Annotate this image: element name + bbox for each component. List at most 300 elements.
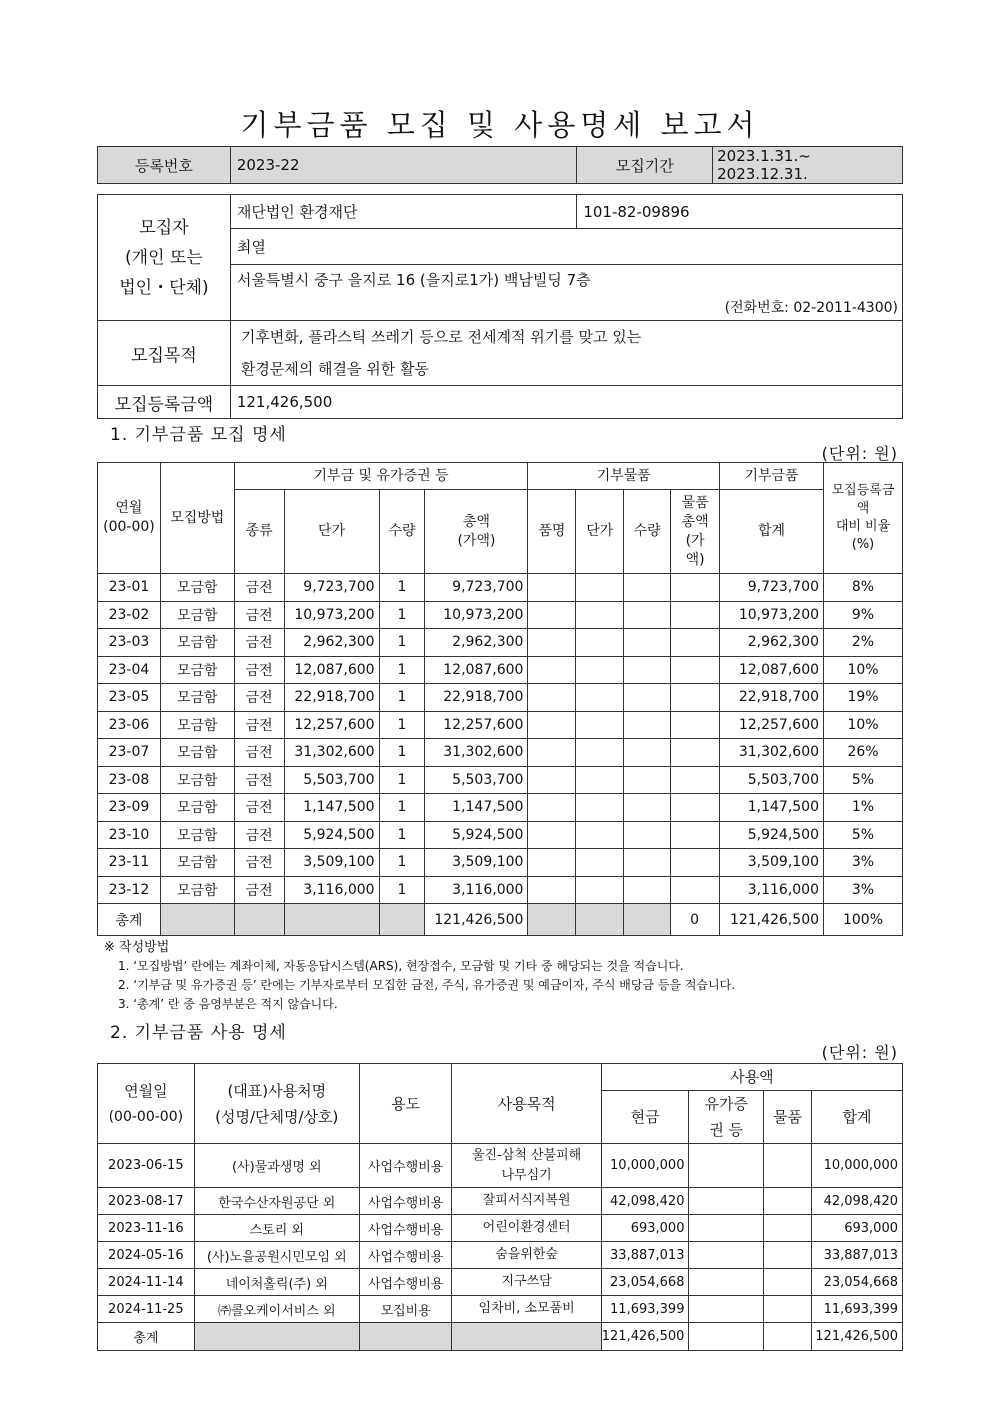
item-cell xyxy=(528,601,576,629)
goods-unit-price-cell xyxy=(576,574,624,602)
table-row xyxy=(98,821,903,849)
shaded-cell xyxy=(284,904,379,936)
goods-unit-price-cell xyxy=(576,794,624,822)
unit-price-cell: 22,918,700 xyxy=(284,684,379,712)
table-row xyxy=(98,601,903,629)
payee-cell: (사)물과생명 외 xyxy=(194,1144,359,1188)
sum-cell: 23,054,668 xyxy=(811,1269,902,1296)
goods-unit-price-cell xyxy=(576,821,624,849)
table-row xyxy=(98,1188,903,1215)
goods-qty-cell xyxy=(624,849,671,877)
date-cell: 2024-11-14 xyxy=(98,1269,195,1296)
use-cell: 사업수행비용 xyxy=(359,1215,452,1242)
unit-price-cell: 1,147,500 xyxy=(284,794,379,822)
header-purpose: 사용목적 xyxy=(452,1064,601,1144)
sum-cell: 12,087,600 xyxy=(720,656,824,684)
goods-qty-cell xyxy=(624,794,671,822)
usage-rows xyxy=(98,1144,903,1323)
goods-qty-cell xyxy=(624,629,671,657)
header-money-group: 기부금 및 유가증권 등 xyxy=(234,463,528,490)
item-cell xyxy=(528,766,576,794)
kind-cell: 금전 xyxy=(234,601,284,629)
purpose-cell xyxy=(452,1242,601,1269)
unit-price-cell: 3,116,000 xyxy=(284,876,379,904)
usage-table xyxy=(97,1063,903,1351)
ratio-cell: 3% xyxy=(824,849,903,877)
use-cell: 사업수행비용 xyxy=(359,1242,452,1269)
qty-cell: 1 xyxy=(379,766,425,794)
item-cell xyxy=(528,656,576,684)
qty-cell: 1 xyxy=(379,656,425,684)
cash-cell: 23,054,668 xyxy=(601,1269,689,1296)
goods-qty-cell xyxy=(624,766,671,794)
amount-label: 모집등록금액 xyxy=(98,386,231,419)
amount-value: 121,426,500 xyxy=(230,386,902,419)
header-text: 총액 xyxy=(681,513,709,530)
use-cell: 사업수행비용 xyxy=(359,1144,452,1188)
unit-price-cell: 10,973,200 xyxy=(284,601,379,629)
payee-cell: 스토리 외 xyxy=(194,1215,359,1242)
method-cell: 모금함 xyxy=(160,629,234,657)
unit-price-cell: 5,503,700 xyxy=(284,766,379,794)
amount-cell: 12,257,600 xyxy=(425,711,528,739)
sum-cell: 22,918,700 xyxy=(720,684,824,712)
purpose-line: 숨을위한숲 xyxy=(495,1247,558,1262)
header-text: 연월 xyxy=(115,500,143,516)
purpose-text xyxy=(230,321,902,386)
goods-cell xyxy=(764,1188,812,1215)
kind-cell: 금전 xyxy=(234,821,284,849)
unit-price-cell: 9,723,700 xyxy=(284,574,379,602)
amount-cell: 3,116,000 xyxy=(425,876,528,904)
cash-cell: 11,693,399 xyxy=(601,1296,689,1323)
method-cell: 모금함 xyxy=(160,821,234,849)
payee-cell: 한국수산자원공단 외 xyxy=(194,1188,359,1215)
ratio-cell: 9% xyxy=(824,601,903,629)
kind-cell: 금전 xyxy=(234,684,284,712)
purpose-cell xyxy=(452,1296,601,1323)
item-cell xyxy=(528,821,576,849)
total-cash: 121,426,500 xyxy=(601,1323,689,1351)
sum-cell: 5,503,700 xyxy=(720,766,824,794)
shaded-cell xyxy=(160,904,234,936)
purpose-line: 울진-삼척 산불피해 xyxy=(471,1147,582,1163)
collector-label-line: 법인・단체) xyxy=(119,277,209,298)
table-row xyxy=(98,1269,903,1296)
payee-cell: ㈜콜오케이서비스 외 xyxy=(194,1296,359,1323)
qty-cell: 1 xyxy=(379,849,425,877)
item-cell xyxy=(528,739,576,767)
shaded-cell xyxy=(452,1323,601,1351)
purpose-cell xyxy=(452,1215,601,1242)
ratio-cell: 3% xyxy=(824,876,903,904)
goods-qty-cell xyxy=(624,821,671,849)
ratio-cell: 1% xyxy=(824,794,903,822)
shaded-cell xyxy=(359,1323,452,1351)
section1-title: 1. 기부금품 모집 명세 xyxy=(110,425,287,445)
header-item: 품명 xyxy=(528,490,576,574)
ratio-cell: 8% xyxy=(824,574,903,602)
goods-unit-price-cell xyxy=(576,739,624,767)
method-cell: 모금함 xyxy=(160,656,234,684)
amount-cell: 5,503,700 xyxy=(425,766,528,794)
goods-unit-price-cell xyxy=(576,766,624,794)
goods-qty-cell xyxy=(624,876,671,904)
header-payee xyxy=(194,1064,359,1144)
month-cell: 23-06 xyxy=(98,711,161,739)
purpose-line: 지구쓰담 xyxy=(501,1274,552,1289)
goods-cell xyxy=(764,1242,812,1269)
sum-cell: 9,723,700 xyxy=(720,574,824,602)
use-cell: 사업수행비용 xyxy=(359,1269,452,1296)
total-amount: 121,426,500 xyxy=(425,904,528,936)
header-sum: 합계 xyxy=(720,490,824,574)
sum-cell: 693,000 xyxy=(811,1215,902,1242)
securities-cell xyxy=(689,1144,764,1188)
header-text: (가액) xyxy=(457,532,496,549)
table-row xyxy=(98,1296,903,1323)
unit-price-cell: 12,087,600 xyxy=(284,656,379,684)
qty-cell: 1 xyxy=(379,821,425,849)
cash-cell: 10,000,000 xyxy=(601,1144,689,1188)
representative-name: 최열 xyxy=(230,229,902,265)
shaded-cell xyxy=(528,904,576,936)
spacer xyxy=(98,184,903,195)
ratio-cell: 5% xyxy=(824,821,903,849)
goods-unit-price-cell xyxy=(576,876,624,904)
section1-unit: (단위: 원) xyxy=(821,444,898,463)
table-row xyxy=(98,1144,903,1188)
business-number: 101-82-09896 xyxy=(577,195,903,229)
amount-cell: 22,918,700 xyxy=(425,684,528,712)
table-row xyxy=(98,766,903,794)
header-goods-unit-price: 단가 xyxy=(576,490,624,574)
sum-cell: 11,693,399 xyxy=(811,1296,902,1323)
month-cell: 23-04 xyxy=(98,656,161,684)
unit-price-cell: 2,962,300 xyxy=(284,629,379,657)
sum-cell: 33,887,013 xyxy=(811,1242,902,1269)
goods-unit-price-cell xyxy=(576,629,624,657)
collector-label xyxy=(98,195,231,321)
use-cell: 사업수행비용 xyxy=(359,1188,452,1215)
item-cell xyxy=(528,794,576,822)
header-text: 총액 xyxy=(462,513,490,530)
phone-number: (전화번호: 02-2011-4300) xyxy=(230,295,902,321)
table-row xyxy=(98,1242,903,1269)
note-item: 3. ‘총계’ 란 중 음영부분은 적지 않습니다. xyxy=(118,997,338,1011)
goods-total-cell xyxy=(671,684,720,712)
amount-cell: 1,147,500 xyxy=(425,794,528,822)
header-use: 용도 xyxy=(359,1064,452,1144)
ratio-cell: 5% xyxy=(824,766,903,794)
header-text: 대비 비율 xyxy=(835,519,891,534)
cash-cell: 33,887,013 xyxy=(601,1242,689,1269)
securities-cell xyxy=(689,1242,764,1269)
header-goods-group: 기부물품 xyxy=(528,463,720,490)
kind-cell: 금전 xyxy=(234,766,284,794)
securities-cell xyxy=(689,1215,764,1242)
qty-cell: 1 xyxy=(379,601,425,629)
goods-qty-cell xyxy=(624,574,671,602)
qty-cell: 1 xyxy=(379,794,425,822)
goods-total-cell xyxy=(671,739,720,767)
sum-cell: 2,962,300 xyxy=(720,629,824,657)
kind-cell: 금전 xyxy=(234,629,284,657)
shaded-cell xyxy=(194,1323,359,1351)
item-cell xyxy=(528,876,576,904)
total-ratio: 100% xyxy=(824,904,903,936)
amount-cell: 9,723,700 xyxy=(425,574,528,602)
sum-cell: 1,147,500 xyxy=(720,794,824,822)
header-method: 모집방법 xyxy=(160,463,234,574)
goods-total-cell xyxy=(671,711,720,739)
purpose-line: 어린이환경센터 xyxy=(482,1220,571,1235)
ratio-cell: 26% xyxy=(824,739,903,767)
header-ratio xyxy=(824,463,903,574)
org-name: 재단법인 환경재단 xyxy=(230,195,577,229)
kind-cell: 금전 xyxy=(234,794,284,822)
total-goods: 0 xyxy=(671,904,720,936)
note-item: 1. ‘모집방법’ 란에는 계좌이체, 자동응답시스템(ARS), 현장접수, 모금함 및 기타 중 해당되는 것을 적습니다. xyxy=(118,959,684,973)
month-cell: 23-03 xyxy=(98,629,161,657)
goods-qty-cell xyxy=(624,601,671,629)
qty-cell: 1 xyxy=(379,574,425,602)
purpose-line: 잘피서식지복원 xyxy=(482,1193,571,1208)
header-goods: 물품 xyxy=(764,1091,812,1144)
amount-cell: 3,509,100 xyxy=(425,849,528,877)
purpose-line: 나무심기 xyxy=(501,1167,552,1183)
header-securities xyxy=(689,1091,764,1144)
header-qty: 수량 xyxy=(379,490,425,574)
qty-cell: 1 xyxy=(379,876,425,904)
item-cell xyxy=(528,684,576,712)
total-goods xyxy=(764,1323,812,1351)
method-cell: 모금함 xyxy=(160,876,234,904)
header-text: 액) xyxy=(685,551,705,568)
purpose-cell xyxy=(452,1269,601,1296)
month-cell: 23-10 xyxy=(98,821,161,849)
month-cell: 23-05 xyxy=(98,684,161,712)
goods-total-cell xyxy=(671,656,720,684)
page-title: 기부금품 모집 및 사용명세 보고서 xyxy=(240,108,760,142)
goods-unit-price-cell xyxy=(576,849,624,877)
header-text: 연월일 xyxy=(124,1081,168,1100)
purpose-line: 기후변화, 플라스틱 쓰레기 등으로 전세계적 위기를 맞고 있는 xyxy=(240,328,642,346)
unit-price-cell: 12,257,600 xyxy=(284,711,379,739)
table-row xyxy=(98,711,903,739)
date-cell: 2023-08-17 xyxy=(98,1188,195,1215)
section2-unit: (단위: 원) xyxy=(821,1043,898,1062)
purpose-line: 환경문제의 해결을 위한 활동 xyxy=(240,360,430,378)
shaded-cell xyxy=(576,904,624,936)
date-cell: 2023-11-16 xyxy=(98,1215,195,1242)
usage-total-row xyxy=(98,1323,903,1351)
header-text: (성명/단체명/상호) xyxy=(215,1107,339,1126)
section2-title: 2. 기부금품 사용 명세 xyxy=(110,1023,287,1043)
goods-total-cell xyxy=(671,821,720,849)
header-unit-price: 단가 xyxy=(284,490,379,574)
goods-cell xyxy=(764,1269,812,1296)
goods-cell xyxy=(764,1215,812,1242)
qty-cell: 1 xyxy=(379,739,425,767)
method-cell: 모금함 xyxy=(160,684,234,712)
goods-unit-price-cell xyxy=(576,656,624,684)
goods-qty-cell xyxy=(624,656,671,684)
reg-no-value: 2023-22 xyxy=(230,147,577,184)
method-cell: 모금함 xyxy=(160,794,234,822)
unit-price-cell: 5,924,500 xyxy=(284,821,379,849)
method-cell: 모금함 xyxy=(160,766,234,794)
header-text: 모집등록금 xyxy=(831,483,895,498)
sum-cell: 10,000,000 xyxy=(811,1144,902,1188)
header-sum: 합계 xyxy=(811,1091,902,1144)
goods-total-cell xyxy=(671,601,720,629)
collection-total-row xyxy=(98,904,903,936)
header-kind: 종류 xyxy=(234,490,284,574)
qty-cell: 1 xyxy=(379,711,425,739)
goods-cell xyxy=(764,1296,812,1323)
collector-label-line: (개인 또는 xyxy=(125,247,203,268)
item-cell xyxy=(528,629,576,657)
table-row xyxy=(98,656,903,684)
sum-cell: 3,116,000 xyxy=(720,876,824,904)
goods-cell xyxy=(764,1144,812,1188)
header-date xyxy=(98,1064,195,1144)
goods-total-cell xyxy=(671,574,720,602)
note-item: 2. ‘기부금 및 유가증권 등’ 란에는 기부자로부터 모집한 금전, 주식, 유가증권 및 예금이자, 주식 배당금 등을 적습니다. xyxy=(118,978,736,992)
header-goods-qty: 수량 xyxy=(624,490,671,574)
month-cell: 23-11 xyxy=(98,849,161,877)
header-text: (가 xyxy=(685,532,705,549)
header-text: (00-00-00) xyxy=(108,1108,184,1125)
header-text: (대표)사용처명 xyxy=(227,1081,327,1100)
reg-no-label: 등록번호 xyxy=(98,147,231,184)
purpose-label: 모집목적 xyxy=(98,321,231,386)
cash-cell: 42,098,420 xyxy=(601,1188,689,1215)
amount-cell: 2,962,300 xyxy=(425,629,528,657)
header-text: 액 xyxy=(856,501,870,516)
collection-rows xyxy=(98,574,903,904)
item-cell xyxy=(528,711,576,739)
total-label: 총계 xyxy=(98,1323,195,1351)
table-row xyxy=(98,876,903,904)
total-sum: 121,426,500 xyxy=(811,1323,902,1351)
goods-total-cell xyxy=(671,766,720,794)
qty-cell: 1 xyxy=(379,684,425,712)
header-text: (00-00) xyxy=(103,519,155,535)
cash-cell: 693,000 xyxy=(601,1215,689,1242)
table-row xyxy=(98,629,903,657)
header-total-group: 기부금품 xyxy=(720,463,824,490)
goods-qty-cell xyxy=(624,684,671,712)
goods-unit-price-cell xyxy=(576,711,624,739)
total-securities xyxy=(689,1323,764,1351)
qty-cell: 1 xyxy=(379,629,425,657)
goods-total-cell xyxy=(671,849,720,877)
method-cell: 모금함 xyxy=(160,849,234,877)
period-label: 모집기간 xyxy=(577,147,713,184)
amount-cell: 10,973,200 xyxy=(425,601,528,629)
goods-unit-price-cell xyxy=(576,684,624,712)
securities-cell xyxy=(689,1269,764,1296)
kind-cell: 금전 xyxy=(234,739,284,767)
header-text: 물품 xyxy=(681,494,709,511)
shaded-cell xyxy=(624,904,671,936)
unit-price-cell: 31,302,600 xyxy=(284,739,379,767)
header-amount-group: 사용액 xyxy=(601,1064,902,1091)
amount-cell: 31,302,600 xyxy=(425,739,528,767)
amount-cell: 12,087,600 xyxy=(425,656,528,684)
ratio-cell: 2% xyxy=(824,629,903,657)
sum-cell: 5,924,500 xyxy=(720,821,824,849)
goods-total-cell xyxy=(671,876,720,904)
header-goods-total xyxy=(671,490,720,574)
table-row xyxy=(98,849,903,877)
date-cell: 2024-05-16 xyxy=(98,1242,195,1269)
table-row xyxy=(98,684,903,712)
notes-heading: ※ 작성방법 xyxy=(104,940,170,955)
header-amount xyxy=(425,490,528,574)
table-row xyxy=(98,1215,903,1242)
header-month xyxy=(98,463,161,574)
month-cell: 23-07 xyxy=(98,739,161,767)
total-label: 총계 xyxy=(98,904,161,936)
address: 서울특별시 중구 을지로 16 (을지로1가) 백남빌딩 7층 xyxy=(230,265,902,295)
securities-cell xyxy=(689,1188,764,1215)
date-cell: 2023-06-15 xyxy=(98,1144,195,1188)
header-text: 권 등 xyxy=(709,1121,744,1139)
registration-info-table xyxy=(97,146,903,419)
sum-cell: 31,302,600 xyxy=(720,739,824,767)
month-cell: 23-01 xyxy=(98,574,161,602)
goods-qty-cell xyxy=(624,739,671,767)
notes xyxy=(104,938,735,1014)
shaded-cell xyxy=(234,904,284,936)
purpose-line: 임차비, 소모품비 xyxy=(478,1301,575,1316)
header-text: 유가증 xyxy=(704,1095,749,1113)
method-cell: 모금함 xyxy=(160,711,234,739)
ratio-cell: 10% xyxy=(824,711,903,739)
month-cell: 23-12 xyxy=(98,876,161,904)
month-cell: 23-08 xyxy=(98,766,161,794)
sum-cell: 42,098,420 xyxy=(811,1188,902,1215)
securities-cell xyxy=(689,1296,764,1323)
shaded-cell xyxy=(379,904,425,936)
goods-qty-cell xyxy=(624,711,671,739)
payee-cell: (사)노을공원시민모임 외 xyxy=(194,1242,359,1269)
table-row xyxy=(98,739,903,767)
goods-total-cell xyxy=(671,629,720,657)
sum-cell: 3,509,100 xyxy=(720,849,824,877)
month-cell: 23-09 xyxy=(98,794,161,822)
ratio-cell: 10% xyxy=(824,656,903,684)
amount-cell: 5,924,500 xyxy=(425,821,528,849)
kind-cell: 금전 xyxy=(234,711,284,739)
method-cell: 모금함 xyxy=(160,601,234,629)
total-sum: 121,426,500 xyxy=(720,904,824,936)
collector-label-line: 모집자 xyxy=(139,217,189,238)
month-cell: 23-02 xyxy=(98,601,161,629)
kind-cell: 금전 xyxy=(234,849,284,877)
sum-cell: 12,257,600 xyxy=(720,711,824,739)
collection-table xyxy=(97,462,903,936)
use-cell: 모집비용 xyxy=(359,1296,452,1323)
table-row xyxy=(98,794,903,822)
table-row xyxy=(98,574,903,602)
sum-cell: 10,973,200 xyxy=(720,601,824,629)
header-cash: 현금 xyxy=(601,1091,689,1144)
method-cell: 모금함 xyxy=(160,574,234,602)
